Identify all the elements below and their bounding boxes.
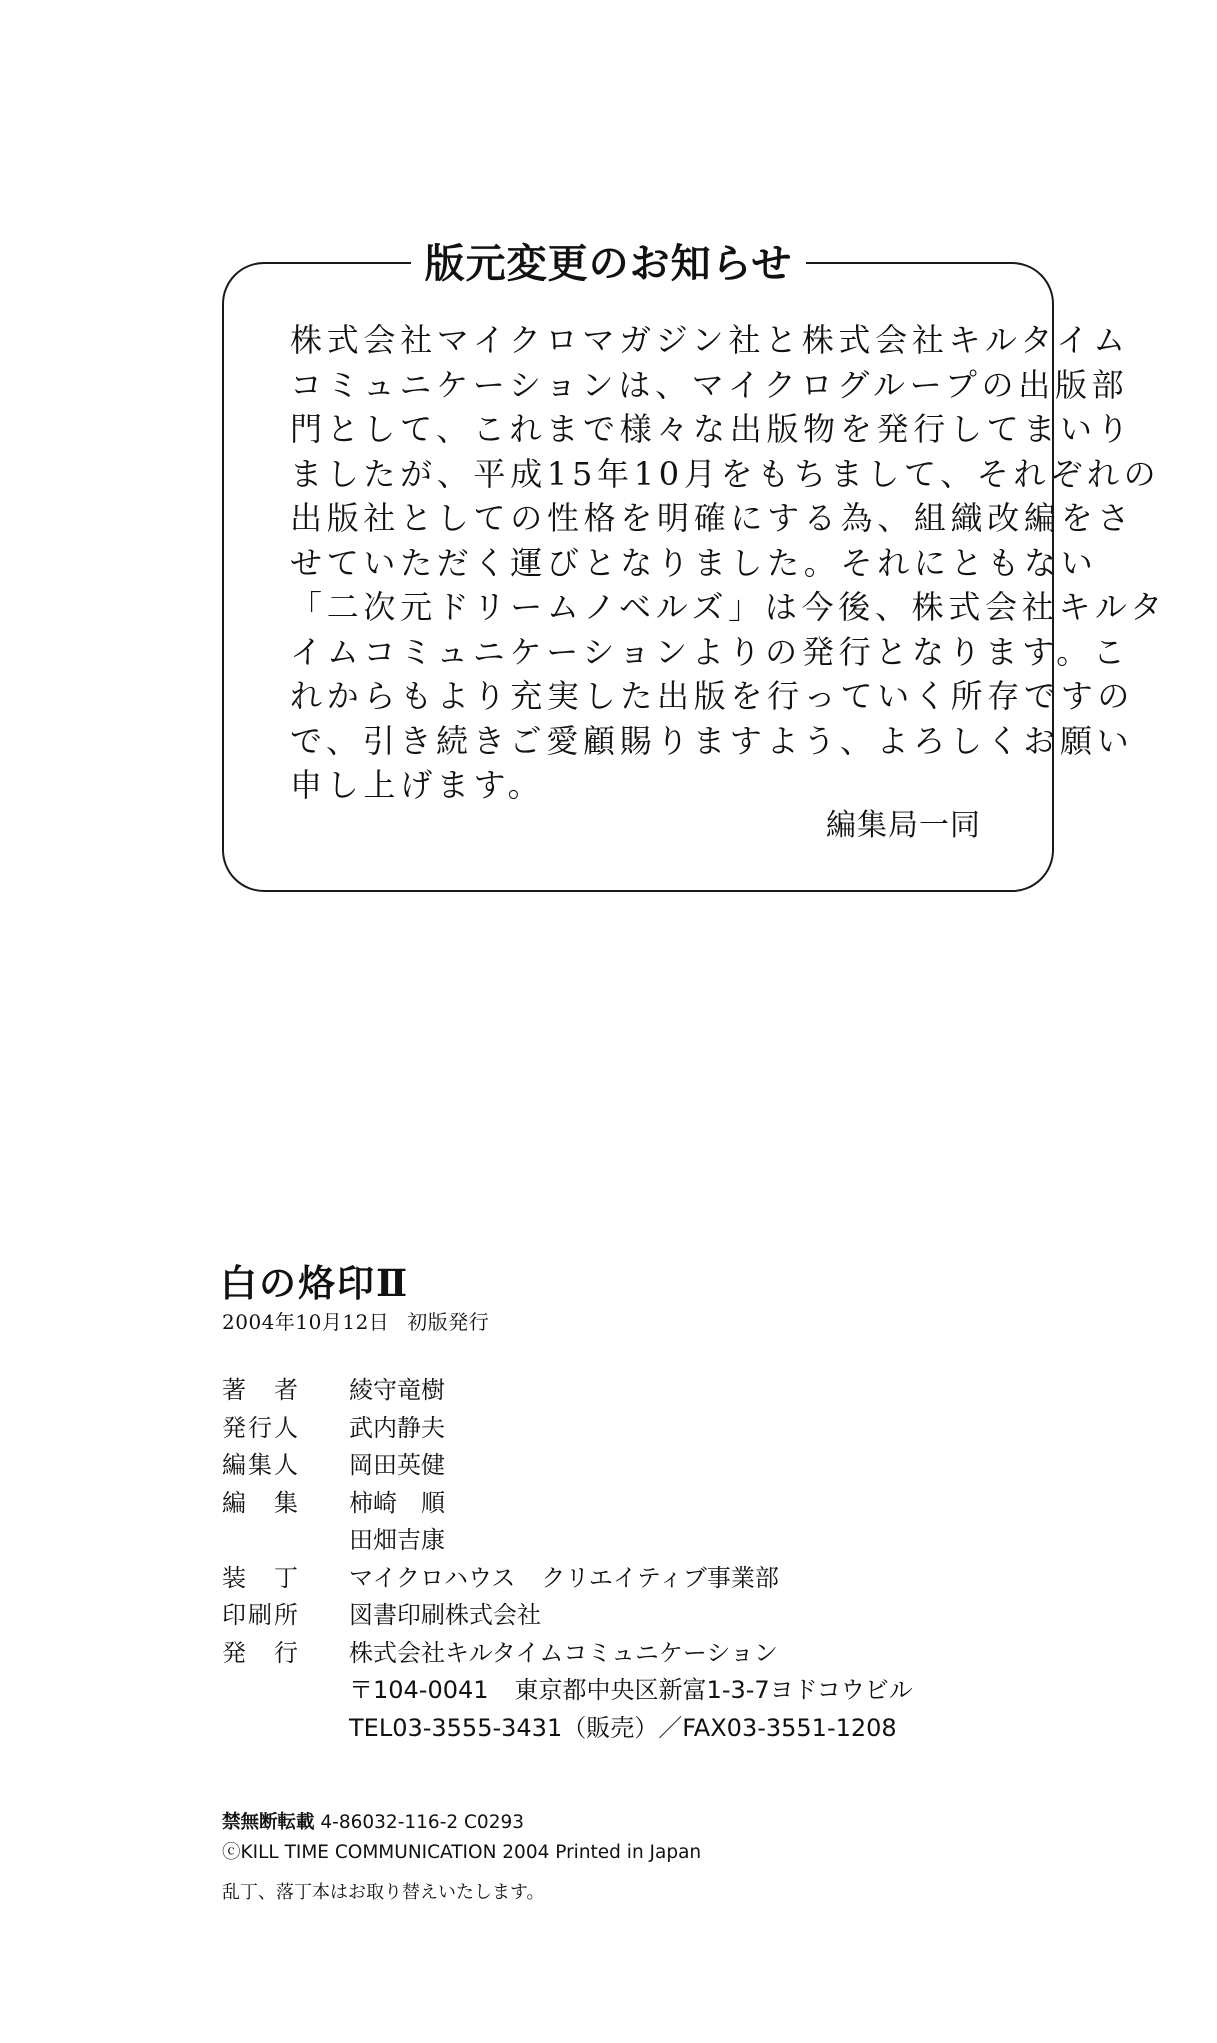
isbn: 4-86032-116-2 C0293 bbox=[320, 1812, 525, 1833]
notice-line: 申し上げます。 bbox=[290, 766, 545, 804]
credit-value: 柿崎 順 bbox=[349, 1488, 445, 1517]
edition-label: 初版発行 bbox=[407, 1310, 490, 1334]
footer bbox=[222, 1808, 701, 1908]
reprint-prohibition: 禁無断転載 bbox=[222, 1812, 315, 1833]
credit-value: 綾守竜樹 bbox=[349, 1376, 445, 1404]
notice-line: コミュニケーションは、マイクログループの出版部 bbox=[290, 365, 1129, 404]
isbn-line bbox=[222, 1808, 701, 1838]
notice-line: せていただく運びとなりました。それにともない bbox=[290, 543, 1098, 582]
credit-label: 印刷所 bbox=[222, 1601, 298, 1629]
credit-row-contact bbox=[222, 1710, 913, 1748]
credits-list bbox=[222, 1372, 913, 1747]
credit-value: 図書印刷株式会社 bbox=[349, 1601, 541, 1629]
contact-numbers: TEL03-3555-3431（販売）／FAX03-3551-1208 bbox=[349, 1713, 897, 1742]
credit-value-division: クリエイティブ事業部 bbox=[541, 1563, 779, 1592]
credit-value-company: マイクロハウス bbox=[349, 1563, 516, 1592]
notice-line: ましたが、平成15年10月をもちまして、それぞれの bbox=[290, 454, 1161, 493]
book-title: 白の烙印Ⅱ bbox=[220, 1261, 410, 1305]
notice-body bbox=[290, 318, 1167, 808]
notice-line: 「二次元ドリームノベルズ」は今後、株式会社キルタ bbox=[290, 588, 1167, 626]
publication-date-line bbox=[222, 1306, 489, 1335]
credit-value: 株式会社キルタイムコミュニケーション bbox=[349, 1638, 778, 1667]
credit-row-chief-editor bbox=[222, 1447, 913, 1485]
credit-label: 著者 bbox=[222, 1376, 298, 1404]
credit-label: 編集人 bbox=[222, 1451, 298, 1479]
notice-line: 門として、これまで様々な出版物を発行してまいり bbox=[290, 410, 1134, 448]
publication-date: 2004年10月12日 bbox=[222, 1310, 390, 1334]
credit-row-editor bbox=[222, 1485, 913, 1523]
credit-row-design bbox=[222, 1560, 913, 1598]
notice-line: 株式会社マイクロマガジン社と株式会社キルタイム bbox=[290, 321, 1130, 359]
credit-label: 編集 bbox=[222, 1488, 298, 1517]
credit-value bbox=[349, 1560, 779, 1598]
credit-value: 武内静夫 bbox=[349, 1413, 445, 1442]
copyright: ⓒKILL TIME COMMUNICATION 2004 Printed in Japan bbox=[222, 1842, 702, 1863]
notice-line: で、引き続きご愛顧賜りますよう、よろしくお願い bbox=[290, 721, 1134, 760]
credit-label: 発行人 bbox=[222, 1413, 298, 1442]
street-address: 東京都中央区新富1-3-7ヨドコウビル bbox=[514, 1676, 913, 1704]
credit-row-printer bbox=[222, 1597, 913, 1635]
credit-value: 田畑吉康 bbox=[349, 1526, 445, 1554]
credit-value bbox=[349, 1672, 913, 1710]
notice-title: 版元変更のお知らせ bbox=[411, 234, 807, 294]
credit-row-author bbox=[222, 1372, 913, 1410]
credit-row-publisher bbox=[222, 1635, 913, 1673]
credit-label: 発行 bbox=[222, 1638, 298, 1667]
notice-line: れからもより充実した出版を行っていく所存ですの bbox=[290, 677, 1135, 715]
credit-value: 岡田英健 bbox=[349, 1451, 445, 1479]
credit-row-publisher-person bbox=[222, 1410, 913, 1448]
notice-line: 出版社としての性格を明確にする為、組織改編をさ bbox=[290, 499, 1135, 537]
credit-label: 装丁 bbox=[222, 1563, 298, 1592]
credit-row-address bbox=[222, 1672, 913, 1710]
credit-row-editor-2 bbox=[222, 1522, 913, 1560]
notice-line: イムコミュニケーションよりの発行となります。こ bbox=[290, 632, 1130, 671]
notice-signature: 編集局一同 bbox=[826, 808, 981, 843]
postal-code: 〒104-0041 bbox=[349, 1676, 489, 1704]
replacement-notice: 乱丁、落丁本はお取り替えいたします。 bbox=[222, 1882, 545, 1903]
